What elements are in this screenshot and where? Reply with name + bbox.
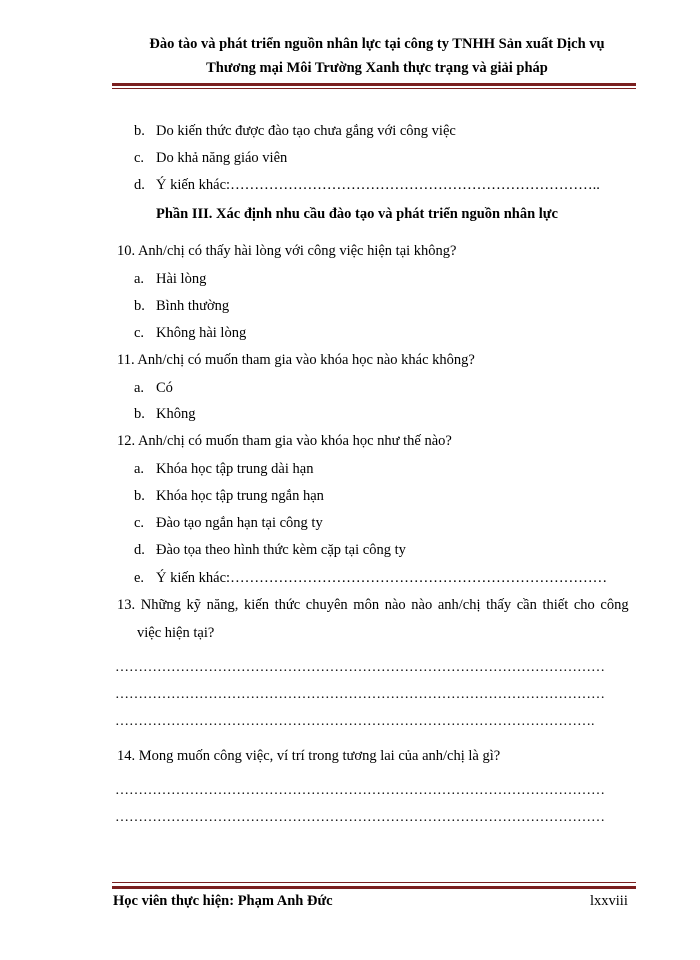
option-marker: c. (134, 515, 145, 531)
footer-rule-thin (112, 882, 636, 883)
q12-option-e (134, 569, 607, 587)
question-14: 14. Mong muốn công việc, ví trí trong tương lai của anh/chị là gì? (117, 748, 501, 764)
q11-option-a (134, 379, 173, 397)
q14-answer-line[interactable]: …………………………………………………………………………………………… (115, 810, 605, 825)
q12-option-d (134, 541, 406, 559)
option-text: Bình thường (156, 298, 230, 314)
option-text: Do kiến thức được đào tạo chưa gắng với công việc (156, 123, 456, 139)
header-rule-thin (112, 88, 636, 89)
part2-option-b (134, 122, 456, 140)
option-text: Ý kiến khác:…………………………………………………………………… (156, 570, 608, 586)
option-text: Đào tạo ngắn hạn tại công ty (156, 515, 323, 531)
option-marker: c. (134, 325, 145, 341)
q13-answer-line[interactable]: …………………………………………………………………………………………. (115, 714, 595, 729)
option-text: Ý kiến khác:………………………………………………………………….. (156, 177, 600, 193)
q10-option-a (134, 270, 206, 288)
header-rule-thick (112, 83, 636, 86)
option-text: Khóa học tập trung ngắn hạn (156, 488, 324, 504)
option-text: Do khả năng giáo viên (156, 150, 288, 166)
q13-answer-line[interactable]: …………………………………………………………………………………………… (115, 660, 605, 675)
q10-option-b (134, 297, 229, 315)
footer-author: Học viên thực hiện: Phạm Anh Đức (113, 893, 333, 909)
option-text: Không hài lòng (156, 325, 247, 341)
q12-option-a (134, 460, 313, 478)
question-13-line-2: việc hiện tại? (137, 625, 215, 641)
q10-option-c (134, 324, 246, 342)
footer-page-number: lxxviii (590, 893, 628, 909)
question-13-line-1: 13. Những kỹ năng, kiến thức chuyên môn nào nào anh/chị thấy cần thiết cho công (117, 597, 629, 613)
option-text: Có (156, 380, 173, 396)
q12-option-b (134, 487, 324, 505)
option-marker: e. (134, 570, 145, 586)
option-text: Không (156, 406, 196, 422)
page-header-title (112, 32, 642, 80)
option-marker: c. (134, 150, 145, 166)
question-10: 10. Anh/chị có thấy hài lòng với công việc hiện tại không? (117, 243, 457, 259)
option-text: Khóa học tập trung dài hạn (156, 461, 314, 477)
option-marker: b. (134, 488, 145, 504)
q12-option-c (134, 514, 323, 532)
option-text: Hài lòng (156, 271, 207, 287)
option-marker: a. (134, 271, 145, 287)
question-12: 12. Anh/chị có muốn tham gia vào khóa học như thế nào? (117, 433, 452, 449)
option-text: Đào tọa theo hình thức kèm cặp tại công ty (156, 542, 406, 558)
part2-option-d (134, 176, 600, 194)
option-marker: d. (134, 177, 145, 193)
question-11: 11. Anh/chị có muốn tham gia vào khóa học nào khác không? (117, 352, 475, 368)
q13-answer-line[interactable]: …………………………………………………………………………………………… (115, 687, 605, 702)
option-marker: b. (134, 406, 145, 422)
option-marker: a. (134, 461, 145, 477)
option-marker: b. (134, 123, 145, 139)
footer-rule-thick (112, 886, 636, 889)
option-marker: a. (134, 380, 145, 396)
header-title-line-1: Đào tào và phát triển nguồn nhân lực tại công ty TNHH Sản xuất Dịch vụ (149, 36, 605, 52)
q14-answer-line[interactable]: …………………………………………………………………………………………… (115, 783, 605, 798)
option-marker: d. (134, 542, 145, 558)
part3-heading: Phần III. Xác định nhu cầu đào tạo và phát triển nguồn nhân lực (156, 206, 558, 222)
header-title-line-2: Thương mại Môi Trường Xanh thực trạng và giải pháp (206, 60, 548, 76)
part2-option-c (134, 149, 287, 167)
q11-option-b (134, 405, 195, 423)
option-marker: b. (134, 298, 145, 314)
